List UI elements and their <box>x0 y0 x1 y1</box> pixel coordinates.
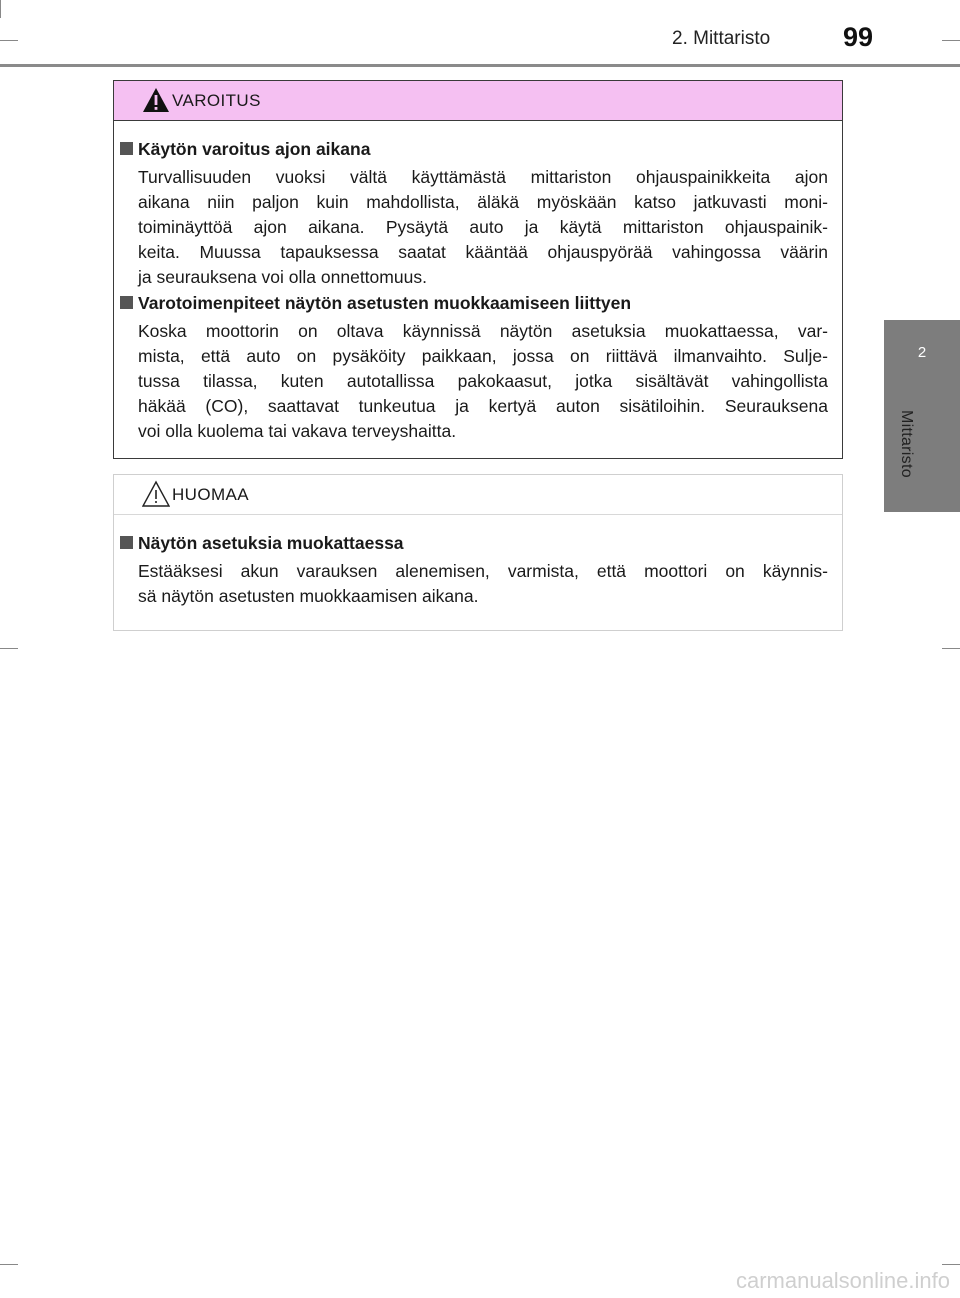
crop-mark <box>942 40 960 41</box>
notice-item-body <box>114 559 842 609</box>
crop-mark <box>942 1264 960 1265</box>
crop-mark <box>0 40 18 41</box>
header-divider <box>0 64 960 67</box>
warning-box <box>113 80 843 459</box>
notice-box <box>113 474 843 631</box>
warning-heading: VAROITUS <box>172 91 261 110</box>
text-line: ja seurauksena voi olla onnettomuus. <box>138 267 427 287</box>
text-line: sä näytön asetusten muokkaamisen aikana. <box>138 586 479 606</box>
warning-item-body <box>114 165 842 290</box>
text-line: toiminäyttöä ajon aikana. Pysäytä auto ja käytä mittariston ohjauspainik- <box>138 217 828 237</box>
text-line: Estääksesi akun varauksen alenemisen, varmista, että moottori on käynnis- <box>138 561 828 581</box>
crop-mark <box>942 648 960 649</box>
watermark: carmanualsonline.info <box>735 1268 950 1293</box>
chapter-number: 2 <box>917 344 927 361</box>
notice-header <box>114 475 842 515</box>
text-line: häkää (CO), saattavat tunkeutua ja kertyä auton sisätiloihin. Seurauksena <box>138 396 828 416</box>
crop-mark <box>0 1264 18 1265</box>
notice-item <box>114 532 842 609</box>
page-number: 99 <box>843 22 874 52</box>
text-line: voi olla kuolema tai vakava terveyshaitta. <box>138 421 457 441</box>
warning-item <box>114 138 842 290</box>
text-line: tussa tilassa, kuten autotallissa pakokaasut, jotka sisältävät vahingollista <box>138 371 828 391</box>
warning-item-title: Käytön varoitus ajon aikana <box>138 139 371 159</box>
crop-mark <box>0 0 1 18</box>
warning-item-body <box>114 319 842 444</box>
text-line: Koska moottorin on oltava käynnissä näytön asetuksia muokattaessa, var- <box>138 321 828 341</box>
text-line: keita. Muussa tapauksessa saatat kääntää ohjauspyörää vahingossa väärin <box>138 242 828 262</box>
section-title: 2. Mittaristo <box>672 28 771 49</box>
bullet-square-icon <box>120 296 133 309</box>
warning-item-title: Varotoimenpiteet näytön asetusten muokkaamiseen liittyen <box>138 293 632 313</box>
text-line: Turvallisuuden vuoksi vältä käyttämästä mittariston ohjauspainikkeita ajon <box>138 167 828 187</box>
text-line: mista, että auto on pysäköity paikkaan, jossa on riittävä ilmanvaihto. Sulje- <box>138 346 828 366</box>
notice-item-title: Näytön asetuksia muokattaessa <box>138 533 404 553</box>
text-line: aikana niin paljon kuin mahdollista, äläkä myöskään katso jatkuvasti moni- <box>138 192 828 212</box>
crop-mark <box>0 648 18 649</box>
bullet-square-icon <box>120 536 133 549</box>
bullet-square-icon <box>120 142 133 155</box>
chapter-label: Mittaristo <box>898 410 915 478</box>
notice-heading: HUOMAA <box>172 485 250 504</box>
warning-triangle-icon <box>142 86 170 114</box>
warning-header <box>114 81 842 121</box>
warning-item <box>114 292 842 444</box>
caution-triangle-outline-icon <box>142 480 170 508</box>
